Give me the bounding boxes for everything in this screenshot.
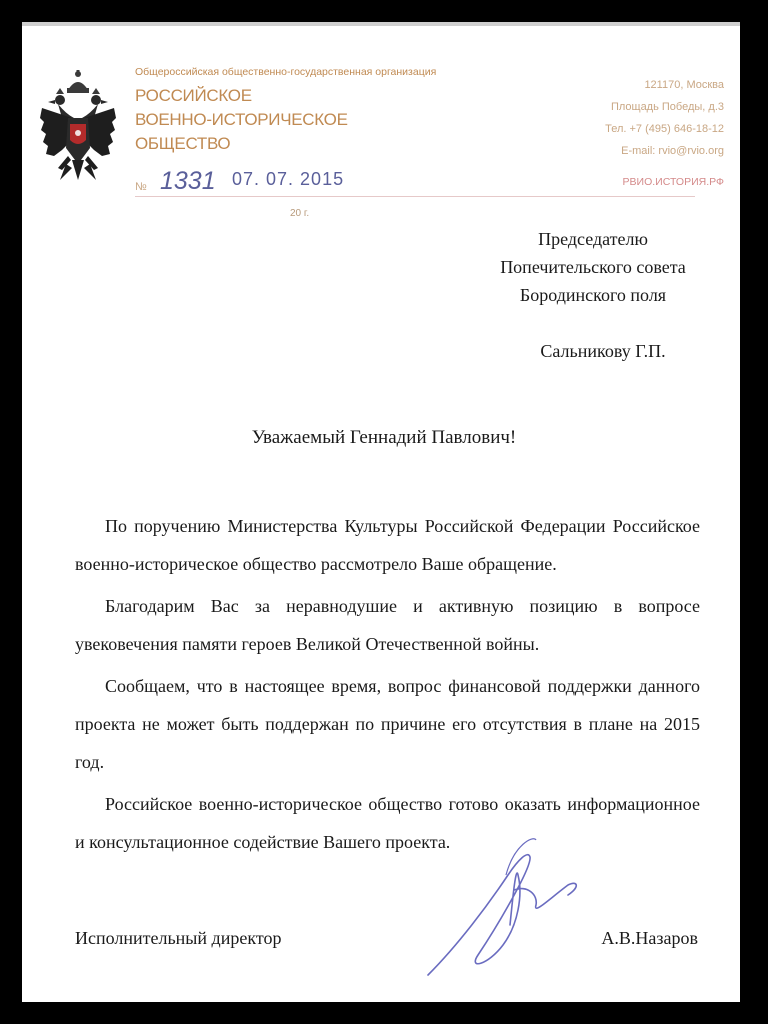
body-paragraph-2: Благодарим Вас за неравнодушие и активную позицию в вопросе увековечения памяти героев Великой Отечественной войны. xyxy=(75,596,700,654)
body-paragraph-3: Сообщаем, что в настоящее время, вопрос финансовой поддержки данного проекта не может быть поддержан по причине его отсутствия в плане на 2015 год. xyxy=(75,676,700,772)
letter-body xyxy=(75,507,700,865)
contact-address-street: Площадь Победы, д.3 xyxy=(610,101,724,113)
org-name-line-2: ВОЕННО-ИСТОРИЧЕСКОЕ xyxy=(135,110,348,129)
org-name-line-1: РОССИЙСКОЕ xyxy=(135,86,252,105)
contact-block xyxy=(605,74,724,162)
letter-date: 07. 07. 2015 xyxy=(232,169,345,189)
letterhead-divider xyxy=(135,196,695,197)
body-paragraph-1: По поручению Министерства Культуры Российской Федерации Российское военно-историческое общество рассмотрело Ваше обращение. xyxy=(75,516,700,574)
addressee-name: Сальникову Г.П. xyxy=(540,341,666,361)
body-paragraph-4: Российское военно-историческое общество готово оказать информационное и консультационное содействие Вашего проекта. xyxy=(75,794,700,852)
letter-number: 1331 xyxy=(160,167,216,195)
org-type: Общероссийская общественно-государственная организация xyxy=(135,66,437,78)
contact-email: E-mail: rvio@rvio.org xyxy=(621,145,724,157)
addressee-line-2: Попечительского совета xyxy=(500,257,686,277)
year-line: 20 г. xyxy=(290,208,310,219)
website: РВИО.ИСТОРИЯ.РФ xyxy=(622,176,724,188)
double-headed-eagle-icon xyxy=(38,68,118,196)
handwritten-signature xyxy=(418,835,598,985)
addressee-line-1: Председателю xyxy=(538,229,648,249)
signatory-position: Исполнительный директор xyxy=(75,928,282,948)
signatory-name: А.В.Назаров xyxy=(601,928,698,948)
org-name-line-3: ОБЩЕСТВО xyxy=(135,134,231,153)
contact-phone: Тел. +7 (495) 646-18-12 xyxy=(605,123,724,135)
number-label: № xyxy=(135,181,147,193)
greeting: Уважаемый Геннадий Павлович! xyxy=(251,427,517,448)
addressee-line-3: Бородинского поля xyxy=(519,285,667,305)
contact-address-city: 121170, Москва xyxy=(644,79,724,91)
